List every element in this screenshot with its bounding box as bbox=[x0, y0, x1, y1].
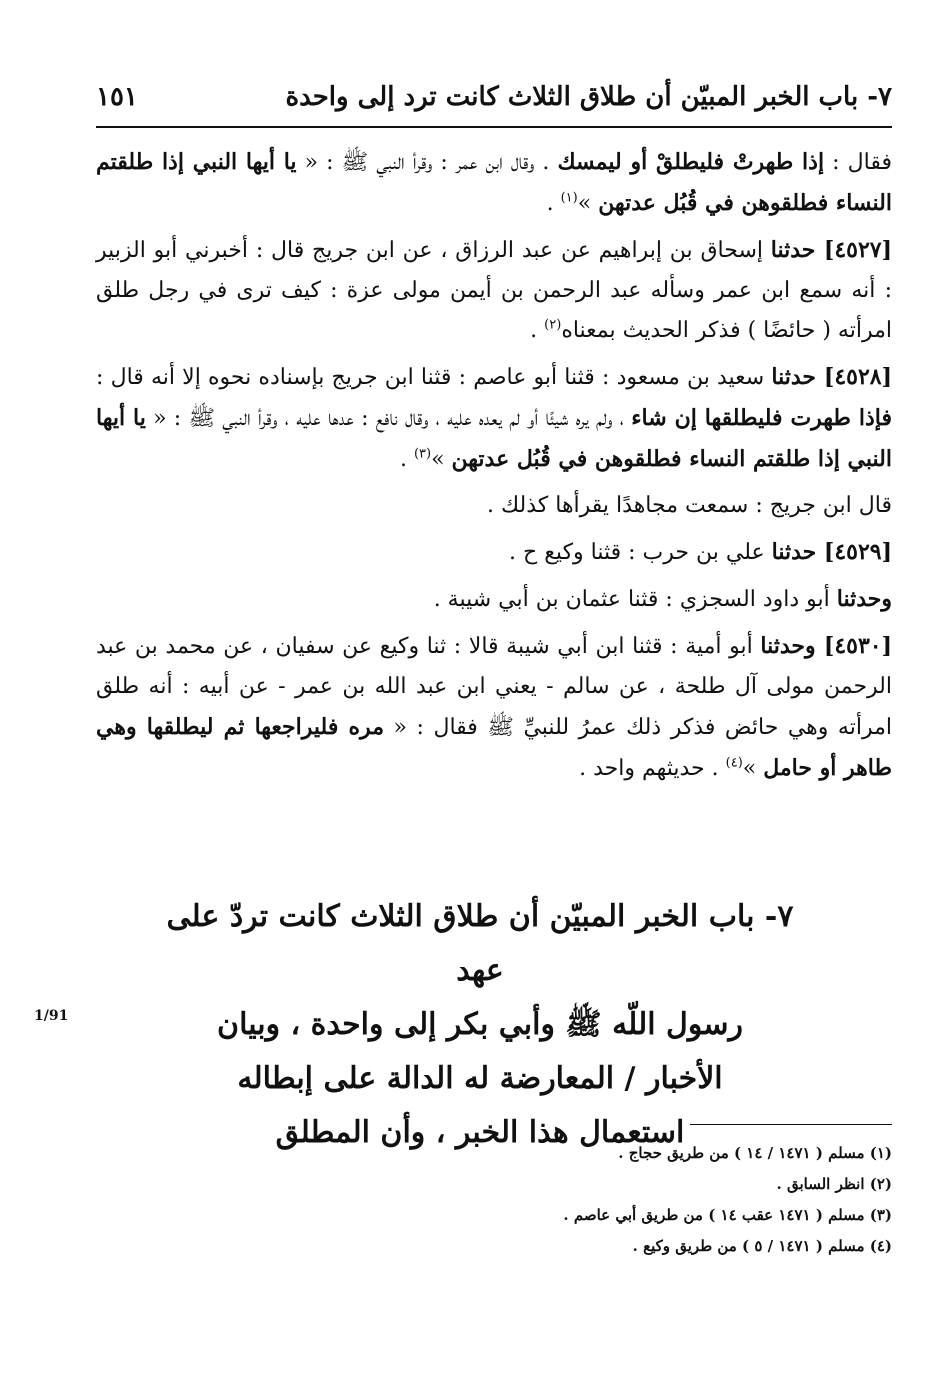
hadith-4527 bbox=[96, 230, 892, 351]
text-run: . bbox=[530, 318, 545, 343]
quran-quote: يا أيها النبي إذا طلقتم النساء فطلقوهن في قُبُل عدتهن bbox=[96, 405, 892, 472]
hadith-text: إسحاق بن إبراهيم عن عبد الرزاق ، عن ابن جريج قال : أخبرني أبو الزبير : أنه سمع ابن عمر وسأله عبد الرحمن بن أيمن مولى عزة : كيف ترى في رجل طلق امرأته ( حائضًا ) فذكر الحديث بمعناه bbox=[96, 238, 892, 343]
footnote-ref: (٣) bbox=[413, 446, 432, 462]
bold-text-run: إذا طهرتْ فليطلقْ أو ليمسك bbox=[557, 149, 825, 175]
main-text bbox=[96, 142, 892, 795]
quran-quote: يا أيها النبي إذا طلقتم النساء فطلقوهن في قُبُل عدتهن bbox=[96, 149, 892, 216]
text-run: » bbox=[577, 191, 599, 216]
hadith-4529 bbox=[96, 532, 892, 573]
hadith-lead: حدثنا bbox=[770, 237, 816, 263]
footnote-ref: (٤) bbox=[725, 755, 743, 771]
bold-text-run: فإذا طهرت فليطلقها إن شاء bbox=[631, 405, 892, 431]
paragraph-abu-dawud bbox=[96, 579, 892, 620]
text-run: . وقال ابن عمر : وقرأ النبي ﷺ : « bbox=[296, 150, 558, 175]
hadith-number: [٤٥٣٠] bbox=[815, 633, 892, 659]
hadith-lead: وحدثنا bbox=[760, 633, 816, 659]
hadith-4528 bbox=[96, 357, 892, 480]
footnote-4: (٤) مسلم ( ١٤٧١ / ٥ ) من طريق وكيع . bbox=[632, 1237, 892, 1255]
footnote-ref: (١) bbox=[560, 190, 578, 206]
manuscript-folio-note: 1/91 bbox=[34, 1008, 69, 1024]
hadith-text: سعيد بن مسعود : قثنا أبو عاصم : قثنا ابن جريج بإسناده نحوه إلا أنه قال : bbox=[96, 365, 772, 390]
paragraph-ibn-jurayj bbox=[96, 486, 892, 526]
hadith-number: [٤٥٢٨] bbox=[816, 364, 892, 390]
text-run: » bbox=[431, 447, 452, 472]
paragraph-1 bbox=[96, 142, 892, 224]
hadith-number: [٤٥٢٩] bbox=[816, 539, 892, 565]
section-title-line-2: رسول اللّه ﷺ وأبي بكر إلى واحدة ، وبيان bbox=[217, 1007, 743, 1042]
text-run: فقال : bbox=[824, 150, 892, 175]
hadith-text: ، ولم يره شيئًا أو لم يعده عليه ، وقال نافع : عدها عليه ، وقرأ النبي ﷺ : « bbox=[145, 406, 632, 431]
footnote-1: (١) مسلم ( ١٤٧١ / ١٤ ) من طريق حجاج . bbox=[618, 1144, 892, 1162]
section-title-line-4: استعمال هذا الخبر ، وأن المطلق bbox=[275, 1115, 685, 1150]
page-number: ١٥١ bbox=[96, 82, 138, 112]
footnote-3: (٣) مسلم ( ١٤٧١ عقب ١٤ ) من طريق أبي عاصم . bbox=[563, 1206, 892, 1224]
text-run: . bbox=[399, 447, 414, 472]
hadith-lead: حدثنا bbox=[771, 539, 817, 565]
footnote-rule bbox=[690, 1124, 892, 1125]
footnotes bbox=[96, 1138, 892, 1262]
hadith-4530 bbox=[96, 626, 892, 789]
footnote-ref: (٢) bbox=[544, 317, 562, 333]
hadith-lead: وحدثنا bbox=[836, 586, 892, 612]
text-run: قال ابن جريج : سمعت مجاهدًا يقرأها كذلك . bbox=[487, 493, 892, 518]
section-title-line-3: الأخبار / المعارضة له الدالة على إبطاله bbox=[237, 1061, 723, 1096]
hadith-text: علي بن حرب : قثنا وكيع ح . bbox=[509, 540, 772, 565]
text-run: » bbox=[742, 756, 764, 781]
chapter-running-title: ٧- باب الخبر المبيّن أن طلاق الثلاث كانت ترد إلى واحدة bbox=[285, 82, 892, 112]
text-run: . حديثهم واحد . bbox=[579, 756, 726, 781]
section-title-line-1: ٧- باب الخبر المبيّن أن طلاق الثلاث كانت تردّ على عهد bbox=[166, 899, 794, 988]
footnote-2: (٢) انظر السابق . bbox=[776, 1175, 892, 1193]
bold-text-run: مره فليراجعها ثم ليطلقها وهي طاهر أو حامل bbox=[96, 714, 892, 781]
header-rule bbox=[96, 126, 892, 128]
hadith-number: [٤٥٢٧] bbox=[815, 237, 892, 263]
text-run: . bbox=[546, 191, 561, 216]
section-title bbox=[150, 890, 810, 1160]
hadith-lead: حدثنا bbox=[771, 364, 817, 390]
hadith-text: أبو أمية : قثنا ابن أبي شيبة قالا : ثنا وكيع عن سفيان ، عن محمد بن عبد الرحمن مولى آل طلحة ، عن سالم - يعني ابن عبد الله بن عمر - عن أبيه : أنه طلق امرأته وهي حائض فذكر ذلك عمرُ للنبيِّ ﷺ فقال : « bbox=[96, 634, 892, 740]
running-header bbox=[96, 72, 892, 122]
hadith-text: أبو داود السجزي : قثنا عثمان بن أبي شيبة . bbox=[433, 587, 837, 612]
